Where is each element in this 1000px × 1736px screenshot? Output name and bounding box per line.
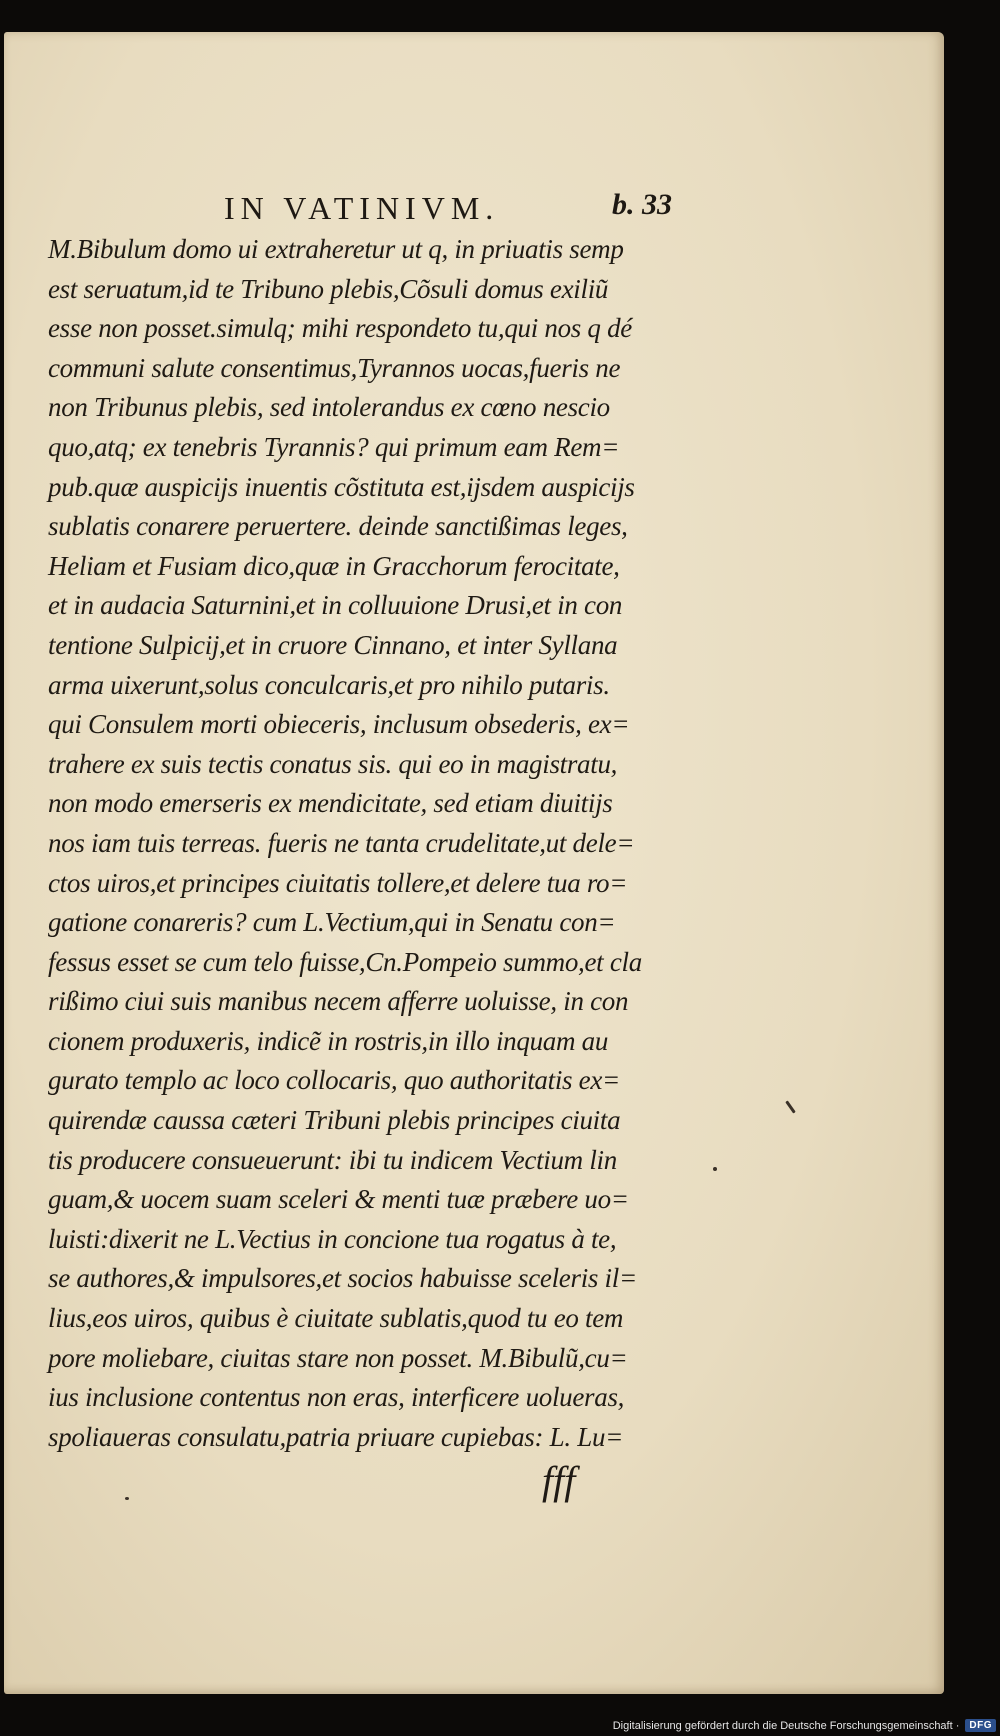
running-head: IN VATINIVM. bbox=[224, 190, 500, 226]
text-line: gurato templo ac loco collocaris, quo authoritatis ex= bbox=[48, 1065, 620, 1096]
ink-speck bbox=[713, 1167, 717, 1171]
text-line: gatione conareris? cum L.Vectium,qui in Senatu con= bbox=[48, 907, 616, 938]
text-line: se authores,& impulsores,et socios habuisse sceleris il= bbox=[48, 1263, 637, 1294]
text-line: tis producere consueuerunt: ibi tu indicem Vectium lin bbox=[48, 1144, 617, 1175]
text-line: sublatis conarere peruertere. deinde sanctißimas leges, bbox=[48, 511, 628, 542]
text-line: cionem produxeris, indicẽ in rostris,in illo inquam au bbox=[48, 1025, 609, 1056]
text-line: nos iam tuis terreas. fueris ne tanta crudelitate,ut dele= bbox=[48, 827, 635, 858]
text-line: ctos uiros,et principes ciuitatis tollere,et delere tua ro= bbox=[48, 867, 628, 898]
text-line: trahere ex suis tectis conatus sis. qui eo in magistratu, bbox=[48, 748, 618, 779]
text-line: Heliam et Fusiam dico,quæ in Gracchorum ferocitate, bbox=[48, 550, 620, 581]
text-line: rißimo ciui suis manibus necem afferre uoluisse, in con bbox=[48, 986, 629, 1017]
text-line: quo,atq; ex tenebris Tyrannis? qui primum eam Rem= bbox=[48, 431, 620, 462]
text-line: communi salute consentimus,Tyrannos uocas,fueris ne bbox=[48, 352, 621, 383]
signature-mark: b. 33 bbox=[612, 188, 672, 221]
text-line: M.Bibulum domo ui extraheretur ut q, in priuatis semp bbox=[48, 234, 624, 264]
text-line: qui Consulem morti obieceris, inclusum obsederis, ex= bbox=[48, 709, 630, 740]
book-page bbox=[4, 32, 944, 1694]
text-line: tentione Sulpicij,et in cruore Cinnano, et inter Syllana bbox=[48, 629, 618, 660]
text-line: quirendæ caussa cæteri Tribuni plebis principes ciuita bbox=[48, 1105, 621, 1136]
text-line: luisti:dixerit ne L.Vectius in concione tua rogatus à te, bbox=[48, 1223, 617, 1254]
text-line: non modo emerseris ex mendicitate, sed etiam diuitijs bbox=[48, 788, 613, 819]
text-line: et in audacia Saturnini,et in colluuione Drusi,et in con bbox=[48, 590, 623, 621]
ink-speck bbox=[785, 1100, 795, 1113]
text-line: est seruatum,id te Tribuno plebis,Cõsuli domus exiliũ bbox=[48, 273, 609, 304]
text-line: pore moliebare, ciuitas stare non posset. M.Bibulũ,cu= bbox=[48, 1342, 628, 1373]
text-line: pub.quæ auspicijs inuentis cõstituta est,ijsdem auspicijs bbox=[48, 471, 635, 502]
text-line: guam,& uocem suam sceleri & menti tuæ præbere uo= bbox=[48, 1184, 629, 1215]
footer-credit-bar bbox=[613, 1719, 996, 1732]
body-text bbox=[48, 230, 698, 1457]
catchword: fff bbox=[542, 1458, 576, 1503]
dfg-logo: DFG bbox=[965, 1719, 996, 1732]
text-line: non Tribunus plebis, sed intolerandus ex cœno nescio bbox=[48, 392, 610, 423]
text-line: lius,eos uiros, quibus è ciuitate sublatis,quod tu eo tem bbox=[48, 1303, 624, 1334]
text-line: spoliaueras consulatu,patria priuare cupiebas: L. Lu= bbox=[48, 1421, 624, 1452]
text-line: ius inclusione contentus non eras, interficere uolueras, bbox=[48, 1382, 625, 1413]
text-line: esse non posset.simulq; mihi respondeto tu,qui nos q dé bbox=[48, 313, 632, 344]
text-line: fessus esset se cum telo fuisse,Cn.Pompeio summo,et cla bbox=[48, 946, 642, 977]
text-line: arma uixerunt,solus conculcaris,et pro nihilo putaris. bbox=[48, 669, 610, 700]
ink-speck bbox=[125, 1497, 129, 1500]
footer-credit: Digitalisierung gefördert durch die Deutsche Forschungsgemeinschaft · bbox=[612, 1719, 960, 1732]
